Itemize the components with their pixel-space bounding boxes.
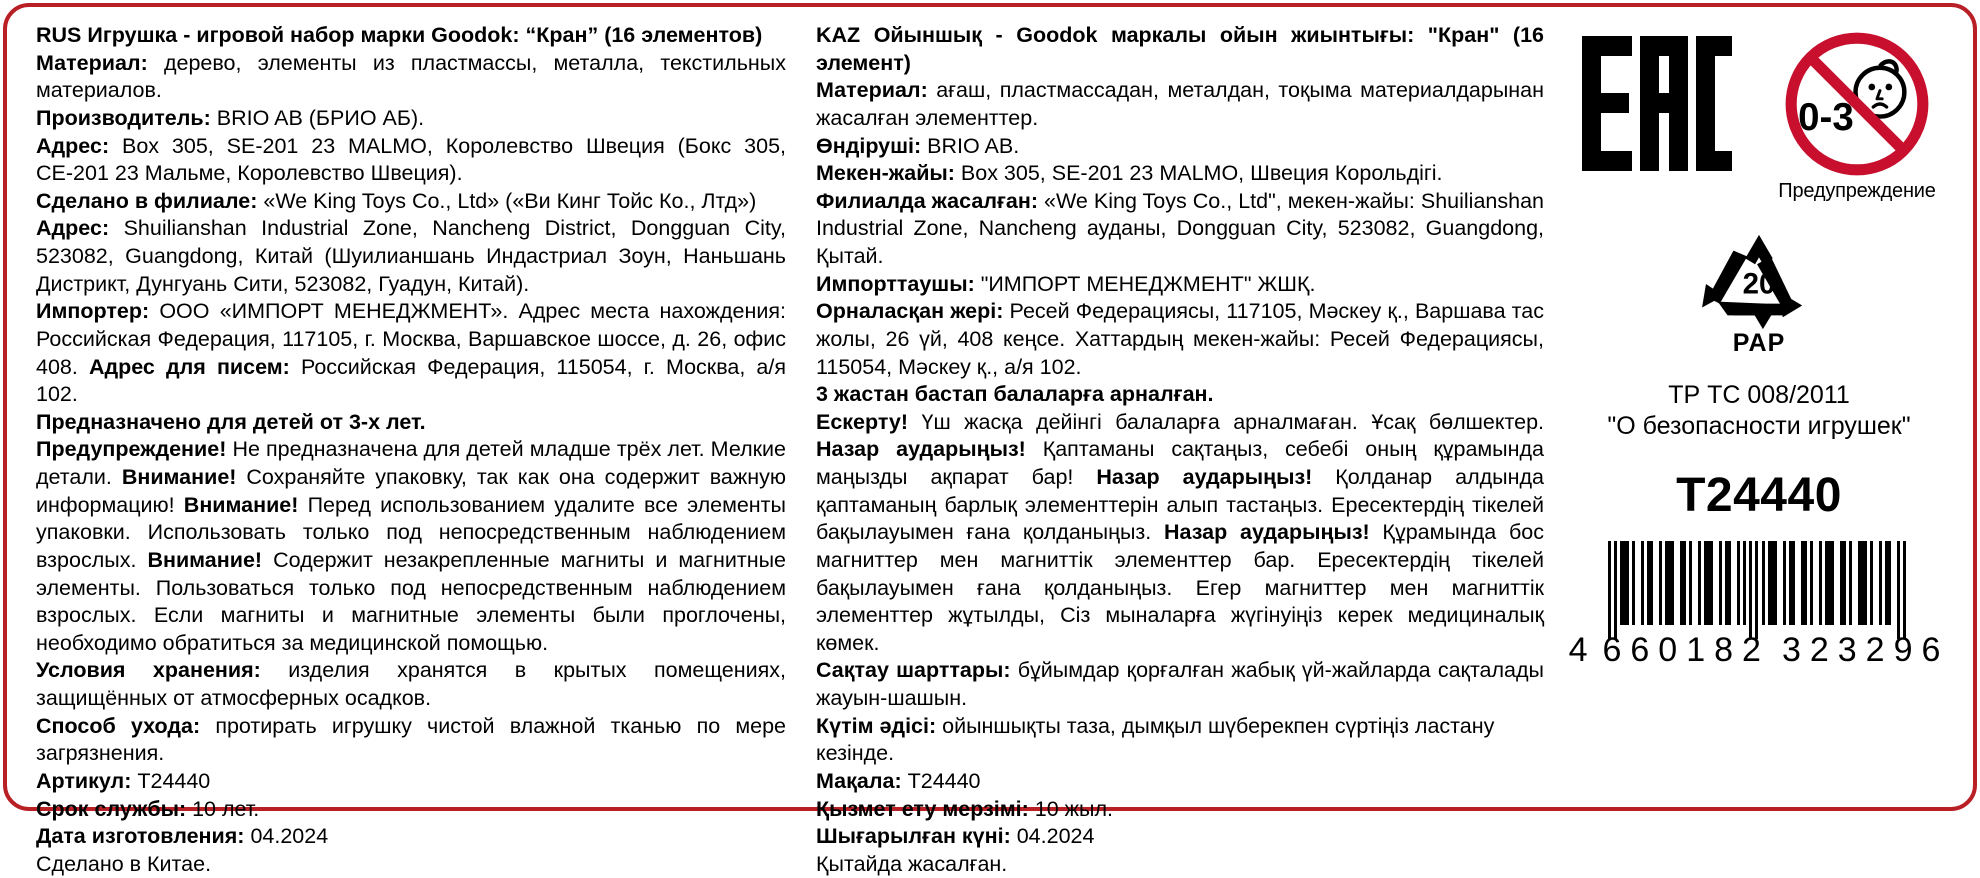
kaz-service-value: 10 жыл. [1028, 796, 1114, 821]
age-restriction-0-3-icon [1783, 30, 1931, 178]
rus-storage-label: Условия хранения: [36, 658, 261, 683]
barcode-right-group: 323296 [1781, 631, 1950, 669]
eac-conformity-icon [1582, 36, 1732, 171]
rus-date-value: 04.2024 [244, 824, 329, 849]
kaz-service-life [816, 796, 1544, 824]
rus-address-sweden [36, 133, 786, 188]
rus-care-value: протирать игрушку чистой влажной тканью по мере загрязнения. [36, 713, 786, 766]
kaz-location [816, 298, 1544, 381]
barcode-digits [1569, 631, 1950, 670]
rus-article [36, 768, 786, 796]
regulation-line-1: ТР ТС 008/2011 [1668, 381, 1850, 409]
rus-article-label: Артикул: [36, 768, 132, 793]
kaz-attention2-value: Қолданар алдында қаптаманың барлық элементтерін алып тастаңыз. Ересектердің тікелей бақылауымен ғана қолданыңыз. [816, 465, 1544, 545]
kaz-title-text: Ойыншық - Goodok маркалы ойын жиынтығы: "Кран" (16 элемент) [816, 23, 1544, 75]
kaz-branch [816, 188, 1544, 271]
rus-attention1-label: Внимание! [121, 465, 237, 489]
rus-service-value: 10 лет. [186, 796, 260, 821]
kaz-care [816, 713, 1544, 768]
rus-producer-value: BRIO AB (БРИО АБ). [210, 105, 425, 130]
recycling-block [1700, 227, 1818, 358]
kaz-title-prefix: KAZ [816, 23, 861, 47]
rus-article-value: T24440 [131, 768, 211, 793]
rus-producer [36, 105, 786, 133]
kaz-importer-value: "ИМПОРТ МЕНЕДЖМЕНТ" ЖШҚ. [974, 271, 1316, 296]
rus-title-prefix: RUS [36, 23, 82, 47]
rus-mail-value: Российская Федерация, 115054, г. Москва, а/я 102. [36, 354, 786, 407]
kaz-address-label: Мекен-жайы: [816, 161, 955, 186]
rus-warning-value: Не предназначена для детей младше трёх лет. Мелкие детали. [36, 437, 786, 489]
kaz-producer-value: BRIO AB. [921, 133, 1020, 158]
kaz-attention3-label: Назар аударыңыз! [1164, 520, 1370, 545]
rus-branch [36, 188, 786, 216]
regulation-block [1607, 380, 1910, 442]
rus-material [36, 50, 786, 105]
rus-service-label: Срок службы: [36, 796, 187, 821]
kaz-address [816, 160, 1544, 188]
rus-attention2-value: Перед использованием удалите все элементы упаковки. Использовать только под непосредственным наблюдением взрослых. [36, 492, 786, 572]
kaz-address-value: Box 305, SE-201 23 MALMO, Швеция Корольдігі. [954, 161, 1443, 186]
rus-mail-label: Адрес для писем: [88, 354, 290, 379]
recycle-material-label: PAP [1732, 329, 1786, 357]
kaz-made-in: Қытайда жасалған. [816, 851, 1008, 876]
rus-address-sweden-value: Box 305, SE-201 23 MALMO, Королевство Швеция (Бокс 305, СЕ-201 23 Мальме, Королевство Швеция). [36, 133, 786, 186]
article-number: T24440 [1676, 469, 1842, 522]
kaz-attention3-value: Құрамында бос магниттер мен магниттік элементтер бар. Ересектердің тікелей бақылауымен ғана қолданыңыз. Егер магниттер мен магниттік элементтер жұтылды, Сіз мыналарға жүгінуіңіз керек медициналық көмек. [816, 520, 1545, 655]
kaz-storage-value: бұйымдар қорғалған жабық үй-жайларда сақталады жауын-шашын. [816, 658, 1545, 710]
rus-address-china-label: Адрес: [36, 216, 110, 241]
rus-care [36, 713, 786, 768]
kaz-care-label: Күтім әдісі: [816, 713, 937, 738]
rus-importer-value: ООО «ИМПОРТ МЕНЕДЖМЕНТ». Адрес места нахождения: Российская Федерация, 117105, г. Москва, Варшавское шоссе, д. 26, офис 408. [36, 299, 786, 379]
regulation-line-2: "О безопасности игрушек" [1607, 412, 1911, 440]
rus-warnings [36, 436, 786, 657]
rus-title [36, 22, 786, 50]
barcode-left-group: 660182 [1602, 631, 1770, 669]
kaz-producer-label: Өндіруші: [816, 133, 922, 158]
russian-text-column [36, 22, 804, 876]
rus-warning-label: Предупреждение! [36, 437, 227, 462]
rus-material-value: дерево, элементы из пластмассы, металла, текстильных материалов. [36, 50, 786, 103]
rus-address-sweden-label: Адрес: [36, 133, 110, 158]
kaz-material-label: Материал: [816, 78, 928, 103]
kaz-article [816, 768, 1544, 796]
kaz-date-value: 04.2024 [1010, 824, 1095, 849]
kazakh-text-column [804, 22, 1564, 876]
kaz-care-value: ойыншықты таза, дымқыл шүберекпен сүртіңіз ластану кезінде. [816, 713, 1495, 766]
kaz-manufacture-date [816, 823, 1544, 851]
rus-storage-value: изделия хранятся в крытых помещениях, защищённых от атмосферных осадков. [36, 658, 786, 710]
kaz-warning-value: Үш жасқа дейінгі балаларға арналмаған. Ұсақ бөлшектер. [908, 409, 1544, 434]
rus-attention3-label: Внимание! [147, 547, 263, 572]
rus-care-label: Способ ухода: [36, 713, 201, 738]
kaz-storage-label: Сақтау шарттары: [816, 658, 1011, 683]
rus-attention2-label: Внимание! [183, 492, 299, 517]
kaz-importer [816, 271, 1544, 299]
kaz-attention1-label: Назар аударыңыз! [816, 437, 1026, 462]
rus-address-china [36, 215, 786, 298]
certification-marks-row [1564, 30, 1954, 203]
kaz-branch-value: «We King Toys Co., Ltd", мекен-жайы: Shuilianshan Industrial Zone, Nancheng ауданы, Dongguan City, 523082, Guangdong, Қытай. [816, 188, 1544, 268]
barcode-lead-digit: 4 [1568, 631, 1589, 669]
rus-branch-value: «We King Toys Co., Ltd» («Ви Кинг Тойс Ко., Лтд») [257, 188, 757, 213]
age-restriction-caption: Предупреждение [1778, 180, 1936, 202]
rus-age-statement-text: Предназначено для детей от 3-х лет. [36, 409, 426, 434]
kaz-warnings [816, 409, 1544, 658]
kaz-producer [816, 133, 1544, 161]
recycle-code-number: 20 [1742, 267, 1776, 301]
kaz-location-label: Орналасқан жері: [816, 299, 1004, 324]
kaz-location-value: Ресей Федерациясы, 117105, Мәскеу қ., Варшава тас жолы, 26 үй, 408 кеңсе. Хаттардың мекен-жайы: Ресей Федерациясы, 115054, Мәскеу қ., а/я 102. [816, 299, 1544, 379]
rus-attention3-value: Содержит незакрепленные магниты и магнитные элементы. Пользоваться только под непосредственным наблюдением взрослых. Если магниты и магнитные элементы были проглочены, необходимо обратиться за медицинской помощью. [36, 547, 786, 655]
rus-importer [36, 298, 786, 409]
kaz-material [816, 77, 1544, 132]
rus-branch-label: Сделано в филиале: [36, 188, 258, 213]
barcode-block [1569, 539, 1950, 670]
svg-text:0-3: 0-3 [1798, 95, 1854, 139]
kaz-attention2-label: Назар аударыңыз! [1096, 465, 1313, 489]
kaz-importer-label: Импорттаушы: [816, 271, 975, 296]
kaz-attention1-value: Қаптаманы сақтаңыз, себебі оның құрамында маңызды ақпарат бар! [816, 437, 1545, 489]
kaz-age-statement [816, 381, 1544, 409]
rus-producer-label: Производитель: [36, 105, 211, 130]
kaz-material-value: ағаш, пластмассадан, металдан, тоқыма материалдарынан жасалған элементтер. [816, 78, 1544, 130]
rus-manufacture-date [36, 823, 786, 851]
kaz-article-value: T24440 [901, 768, 981, 793]
kaz-storage [816, 657, 1544, 712]
rus-service-life [36, 796, 786, 824]
rus-age-statement [36, 409, 786, 437]
kaz-date-label: Шығарылған күні: [816, 824, 1011, 849]
rus-importer-label: Импортер: [36, 299, 150, 324]
kaz-age-statement-text: 3 жастан бастап балаларға арналған. [816, 382, 1214, 407]
kaz-article-label: Мақала: [816, 768, 902, 793]
rus-date-label: Дата изготовления: [36, 824, 245, 849]
age-restriction-block [1778, 30, 1935, 203]
rus-material-label: Материал: [36, 50, 148, 75]
rus-title-text: Игрушка - игровой набор марки Goodok: “Кран” (16 элементов) [87, 23, 763, 47]
rus-attention1-value: Сохраняйте упаковку, так как она содержит важную информацию! [36, 465, 786, 517]
kaz-branch-label: Филиалда жасалған: [816, 188, 1039, 213]
marks-column [1564, 22, 1954, 804]
rus-storage [36, 657, 786, 712]
kaz-service-label: Қызмет ету мерзімі: [816, 796, 1029, 821]
rus-address-china-value: Shuilianshan Industrial Zone, Nancheng District, Dongguan City, 523082, Guangdong, Китай (Шуилианшань Индастриал Зоун, Наньшань Дистрикт, Дунгуань Сити, 523082, Гуадун, Китай). [36, 216, 786, 296]
kaz-title [816, 22, 1544, 77]
kaz-warning-label: Ескерту! [816, 409, 909, 434]
rus-made-in: Сделано в Китае. [36, 851, 212, 876]
recycle-mobius-icon [1700, 227, 1818, 335]
